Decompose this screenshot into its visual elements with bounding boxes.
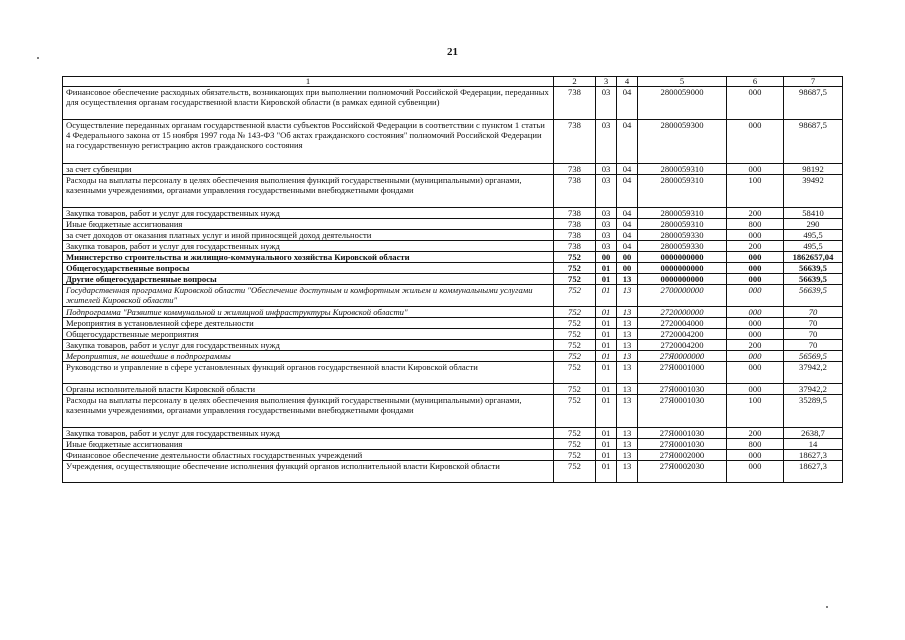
subsection-cell: 13: [617, 450, 638, 461]
row-name-cell: Руководство и управление в сфере установленных функций органов государственной власти Кировской области: [63, 362, 554, 384]
subsection-cell: 04: [617, 230, 638, 241]
expense-type-cell: 000: [727, 384, 784, 395]
table-row: [63, 285, 843, 307]
section-cell: 01: [596, 285, 617, 307]
section-cell: 01: [596, 461, 617, 483]
ministry-code-cell: 752: [554, 384, 596, 395]
expense-type-cell: 000: [727, 307, 784, 318]
header-cell: 7: [784, 77, 843, 87]
row-name-cell: Расходы на выплаты персоналу в целях обеспечения выполнения функций государственными (муниципальными) органами, казенными учреждениями, органами управления государственными внебюджетными фондами: [63, 395, 554, 428]
section-cell: 03: [596, 164, 617, 175]
section-cell: 03: [596, 208, 617, 219]
subsection-cell: 04: [617, 208, 638, 219]
row-name-cell: Закупка товаров, работ и услуг для государственных нужд: [63, 428, 554, 439]
header-cell: 5: [638, 77, 727, 87]
header-cell: 1: [63, 77, 554, 87]
section-cell: 01: [596, 274, 617, 285]
section-cell: 01: [596, 307, 617, 318]
target-article-cell: 27Я0002000: [638, 450, 727, 461]
subsection-cell: 13: [617, 439, 638, 450]
ministry-code-cell: 752: [554, 318, 596, 329]
table-row: [63, 428, 843, 439]
ministry-code-cell: 752: [554, 307, 596, 318]
ministry-code-cell: 752: [554, 450, 596, 461]
subsection-cell: 13: [617, 461, 638, 483]
ministry-code-cell: 738: [554, 208, 596, 219]
target-article-cell: 27Я0001030: [638, 428, 727, 439]
target-article-cell: 27Я0001030: [638, 395, 727, 428]
ministry-code-cell: 752: [554, 362, 596, 384]
table-row: [63, 120, 843, 164]
table-row: [63, 461, 843, 483]
row-name-cell: Общегосударственные вопросы: [63, 263, 554, 274]
subsection-cell: 04: [617, 164, 638, 175]
target-article-cell: 27Я0001030: [638, 384, 727, 395]
header-cell: 6: [727, 77, 784, 87]
ministry-code-cell: 738: [554, 230, 596, 241]
amount-cell: 1862657,04: [784, 252, 843, 263]
section-cell: 01: [596, 263, 617, 274]
row-name-cell: за счет субвенции: [63, 164, 554, 175]
row-name-cell: Иные бюджетные ассигнования: [63, 219, 554, 230]
table-row: [63, 384, 843, 395]
amount-cell: 2638,7: [784, 428, 843, 439]
table-header-row: [63, 77, 843, 87]
amount-cell: 495,5: [784, 241, 843, 252]
ministry-code-cell: 752: [554, 428, 596, 439]
target-article-cell: 2800059330: [638, 230, 727, 241]
subsection-cell: 13: [617, 307, 638, 318]
target-article-cell: 2800059310: [638, 208, 727, 219]
table-row: [63, 252, 843, 263]
table-row: [63, 263, 843, 274]
table-row: [63, 329, 843, 340]
row-name-cell: Органы исполнительной власти Кировской области: [63, 384, 554, 395]
expense-type-cell: 800: [727, 439, 784, 450]
section-cell: 03: [596, 175, 617, 208]
section-cell: 01: [596, 439, 617, 450]
section-cell: 03: [596, 241, 617, 252]
row-name-cell: Осуществление переданных органам государственной власти субъектов Российской Федерации в соответствии с пунктом 1 статьи 4 Федерального закона от 15 ноября 1997 года № 143-ФЗ "Об актах гражданского состояния" полномочий Российской Федерации на государственную регистрацию актов гражданского состояния: [63, 120, 554, 164]
target-article-cell: 27Я0001000: [638, 362, 727, 384]
target-article-cell: 0000000000: [638, 263, 727, 274]
table-row: [63, 351, 843, 362]
section-cell: 01: [596, 395, 617, 428]
expense-type-cell: 100: [727, 175, 784, 208]
ministry-code-cell: 738: [554, 120, 596, 164]
row-name-cell: Расходы на выплаты персоналу в целях обеспечения выполнения функций государственными (муниципальными) органами, казенными учреждениями, органами управления государственными внебюджетными фондами: [63, 175, 554, 208]
subsection-cell: 04: [617, 241, 638, 252]
amount-cell: 290: [784, 219, 843, 230]
target-article-cell: 2800059330: [638, 241, 727, 252]
row-name-cell: Учреждения, осуществляющие обеспечение исполнения функций органов исполнительной власти Кировской области: [63, 461, 554, 483]
ministry-code-cell: 752: [554, 439, 596, 450]
row-name-cell: Мероприятия, не вошедшие в подпрограммы: [63, 351, 554, 362]
subsection-cell: 13: [617, 384, 638, 395]
table-row: [63, 175, 843, 208]
amount-cell: 495,5: [784, 230, 843, 241]
target-article-cell: 2720004200: [638, 329, 727, 340]
table-row: [63, 318, 843, 329]
subsection-cell: 04: [617, 175, 638, 208]
ministry-code-cell: 752: [554, 263, 596, 274]
target-article-cell: 2700000000: [638, 285, 727, 307]
ministry-code-cell: 752: [554, 285, 596, 307]
row-name-cell: Закупка товаров, работ и услуг для государственных нужд: [63, 340, 554, 351]
table-row: [63, 274, 843, 285]
section-cell: 01: [596, 318, 617, 329]
section-cell: 01: [596, 329, 617, 340]
expense-type-cell: 000: [727, 329, 784, 340]
page-number: 21: [447, 46, 458, 58]
header-cell: 2: [554, 77, 596, 87]
expense-type-cell: 000: [727, 164, 784, 175]
section-cell: 03: [596, 230, 617, 241]
expense-type-cell: 200: [727, 208, 784, 219]
ministry-code-cell: 738: [554, 241, 596, 252]
table-row: [63, 307, 843, 318]
expense-type-cell: 000: [727, 274, 784, 285]
header-cell: 3: [596, 77, 617, 87]
amount-cell: 35289,5: [784, 395, 843, 428]
budget-table: [62, 76, 843, 483]
expense-type-cell: 000: [727, 461, 784, 483]
amount-cell: 37942,2: [784, 384, 843, 395]
table-row: [63, 87, 843, 120]
ministry-code-cell: 738: [554, 219, 596, 230]
row-name-cell: за счет доходов от оказания платных услуг и иной приносящей доход деятельности: [63, 230, 554, 241]
row-name-cell: Подпрограмма "Развитие коммунальной и жилищной инфраструктуры Кировской области": [63, 307, 554, 318]
subsection-cell: 00: [617, 252, 638, 263]
subsection-cell: 13: [617, 329, 638, 340]
table-row: [63, 241, 843, 252]
expense-type-cell: 000: [727, 120, 784, 164]
table-row: [63, 439, 843, 450]
table-row: [63, 340, 843, 351]
table-row: [63, 362, 843, 384]
target-article-cell: 27Я0002030: [638, 461, 727, 483]
row-name-cell: Закупка товаров, работ и услуг для государственных нужд: [63, 208, 554, 219]
subsection-cell: 13: [617, 274, 638, 285]
amount-cell: 56639,5: [784, 274, 843, 285]
amount-cell: 39492: [784, 175, 843, 208]
row-name-cell: Финансовое обеспечение расходных обязательств, возникающих при выполнении полномочий Российской Федерации, переданных для осуществления органам государственной власти Кировской области (в рамках единой субвенции): [63, 87, 554, 120]
section-cell: 00: [596, 252, 617, 263]
subsection-cell: 04: [617, 120, 638, 164]
target-article-cell: 27Я0001030: [638, 439, 727, 450]
ministry-code-cell: 738: [554, 175, 596, 208]
table-row: [63, 208, 843, 219]
target-article-cell: 2800059000: [638, 87, 727, 120]
subsection-cell: 00: [617, 263, 638, 274]
section-cell: 03: [596, 219, 617, 230]
row-name-cell: Министерство строительства и жилищно-коммунального хозяйства Кировской области: [63, 252, 554, 263]
ministry-code-cell: 752: [554, 340, 596, 351]
target-article-cell: 2800059310: [638, 164, 727, 175]
target-article-cell: 0000000000: [638, 252, 727, 263]
row-name-cell: Государственная программа Кировской области "Обеспечение доступным и комфортным жильем и коммунальными услугами жителей Кировской области": [63, 285, 554, 307]
ministry-code-cell: 752: [554, 329, 596, 340]
subsection-cell: 13: [617, 395, 638, 428]
expense-type-cell: 000: [727, 362, 784, 384]
amount-cell: 70: [784, 318, 843, 329]
row-name-cell: Финансовое обеспечение деятельности областных государственных учреждений: [63, 450, 554, 461]
amount-cell: 70: [784, 307, 843, 318]
amount-cell: 18627,3: [784, 461, 843, 483]
expense-type-cell: 000: [727, 263, 784, 274]
row-name-cell: Общегосударственные мероприятия: [63, 329, 554, 340]
amount-cell: 56639,5: [784, 263, 843, 274]
expense-type-cell: 000: [727, 230, 784, 241]
ministry-code-cell: 738: [554, 87, 596, 120]
subsection-cell: 13: [617, 351, 638, 362]
section-cell: 01: [596, 428, 617, 439]
amount-cell: 98687,5: [784, 87, 843, 120]
ministry-code-cell: 752: [554, 252, 596, 263]
expense-type-cell: 200: [727, 340, 784, 351]
subsection-cell: 13: [617, 362, 638, 384]
section-cell: 01: [596, 384, 617, 395]
section-cell: 01: [596, 362, 617, 384]
expense-type-cell: 000: [727, 450, 784, 461]
target-article-cell: 2720000000: [638, 307, 727, 318]
ministry-code-cell: 738: [554, 164, 596, 175]
row-name-cell: Закупка товаров, работ и услуг для государственных нужд: [63, 241, 554, 252]
target-article-cell: 2800059310: [638, 175, 727, 208]
expense-type-cell: 000: [727, 351, 784, 362]
subsection-cell: 13: [617, 318, 638, 329]
expense-type-cell: 000: [727, 252, 784, 263]
ministry-code-cell: 752: [554, 461, 596, 483]
target-article-cell: 27Я0000000: [638, 351, 727, 362]
expense-type-cell: 200: [727, 241, 784, 252]
expense-type-cell: 000: [727, 87, 784, 120]
subsection-cell: 13: [617, 428, 638, 439]
ministry-code-cell: 752: [554, 274, 596, 285]
section-cell: 01: [596, 450, 617, 461]
amount-cell: 98687,5: [784, 120, 843, 164]
target-article-cell: 2800059300: [638, 120, 727, 164]
amount-cell: 56639,5: [784, 285, 843, 307]
amount-cell: 70: [784, 340, 843, 351]
section-cell: 01: [596, 340, 617, 351]
target-article-cell: 2720004000: [638, 318, 727, 329]
section-cell: 03: [596, 87, 617, 120]
amount-cell: 14: [784, 439, 843, 450]
subsection-cell: 04: [617, 87, 638, 120]
target-article-cell: 2800059310: [638, 219, 727, 230]
ministry-code-cell: 752: [554, 395, 596, 428]
table-row: [63, 230, 843, 241]
target-article-cell: 2720004200: [638, 340, 727, 351]
row-name-cell: Мероприятия в установленной сфере деятельности: [63, 318, 554, 329]
subsection-cell: 13: [617, 285, 638, 307]
section-cell: 01: [596, 351, 617, 362]
table-row: [63, 395, 843, 428]
expense-type-cell: 000: [727, 285, 784, 307]
expense-type-cell: 200: [727, 428, 784, 439]
amount-cell: 98192: [784, 164, 843, 175]
row-name-cell: Иные бюджетные ассигнования: [63, 439, 554, 450]
amount-cell: 18627,3: [784, 450, 843, 461]
scan-speck: [37, 57, 39, 59]
row-name-cell: Другие общегосударственные вопросы: [63, 274, 554, 285]
table-row: [63, 450, 843, 461]
section-cell: 03: [596, 120, 617, 164]
amount-cell: 37942,2: [784, 362, 843, 384]
header-cell: 4: [617, 77, 638, 87]
target-article-cell: 0000000000: [638, 274, 727, 285]
amount-cell: 70: [784, 329, 843, 340]
amount-cell: 56569,5: [784, 351, 843, 362]
table-row: [63, 219, 843, 230]
scan-speck: [826, 606, 828, 608]
subsection-cell: 13: [617, 340, 638, 351]
expense-type-cell: 800: [727, 219, 784, 230]
table-row: [63, 164, 843, 175]
subsection-cell: 04: [617, 219, 638, 230]
expense-type-cell: 100: [727, 395, 784, 428]
expense-type-cell: 000: [727, 318, 784, 329]
amount-cell: 58410: [784, 208, 843, 219]
ministry-code-cell: 752: [554, 351, 596, 362]
